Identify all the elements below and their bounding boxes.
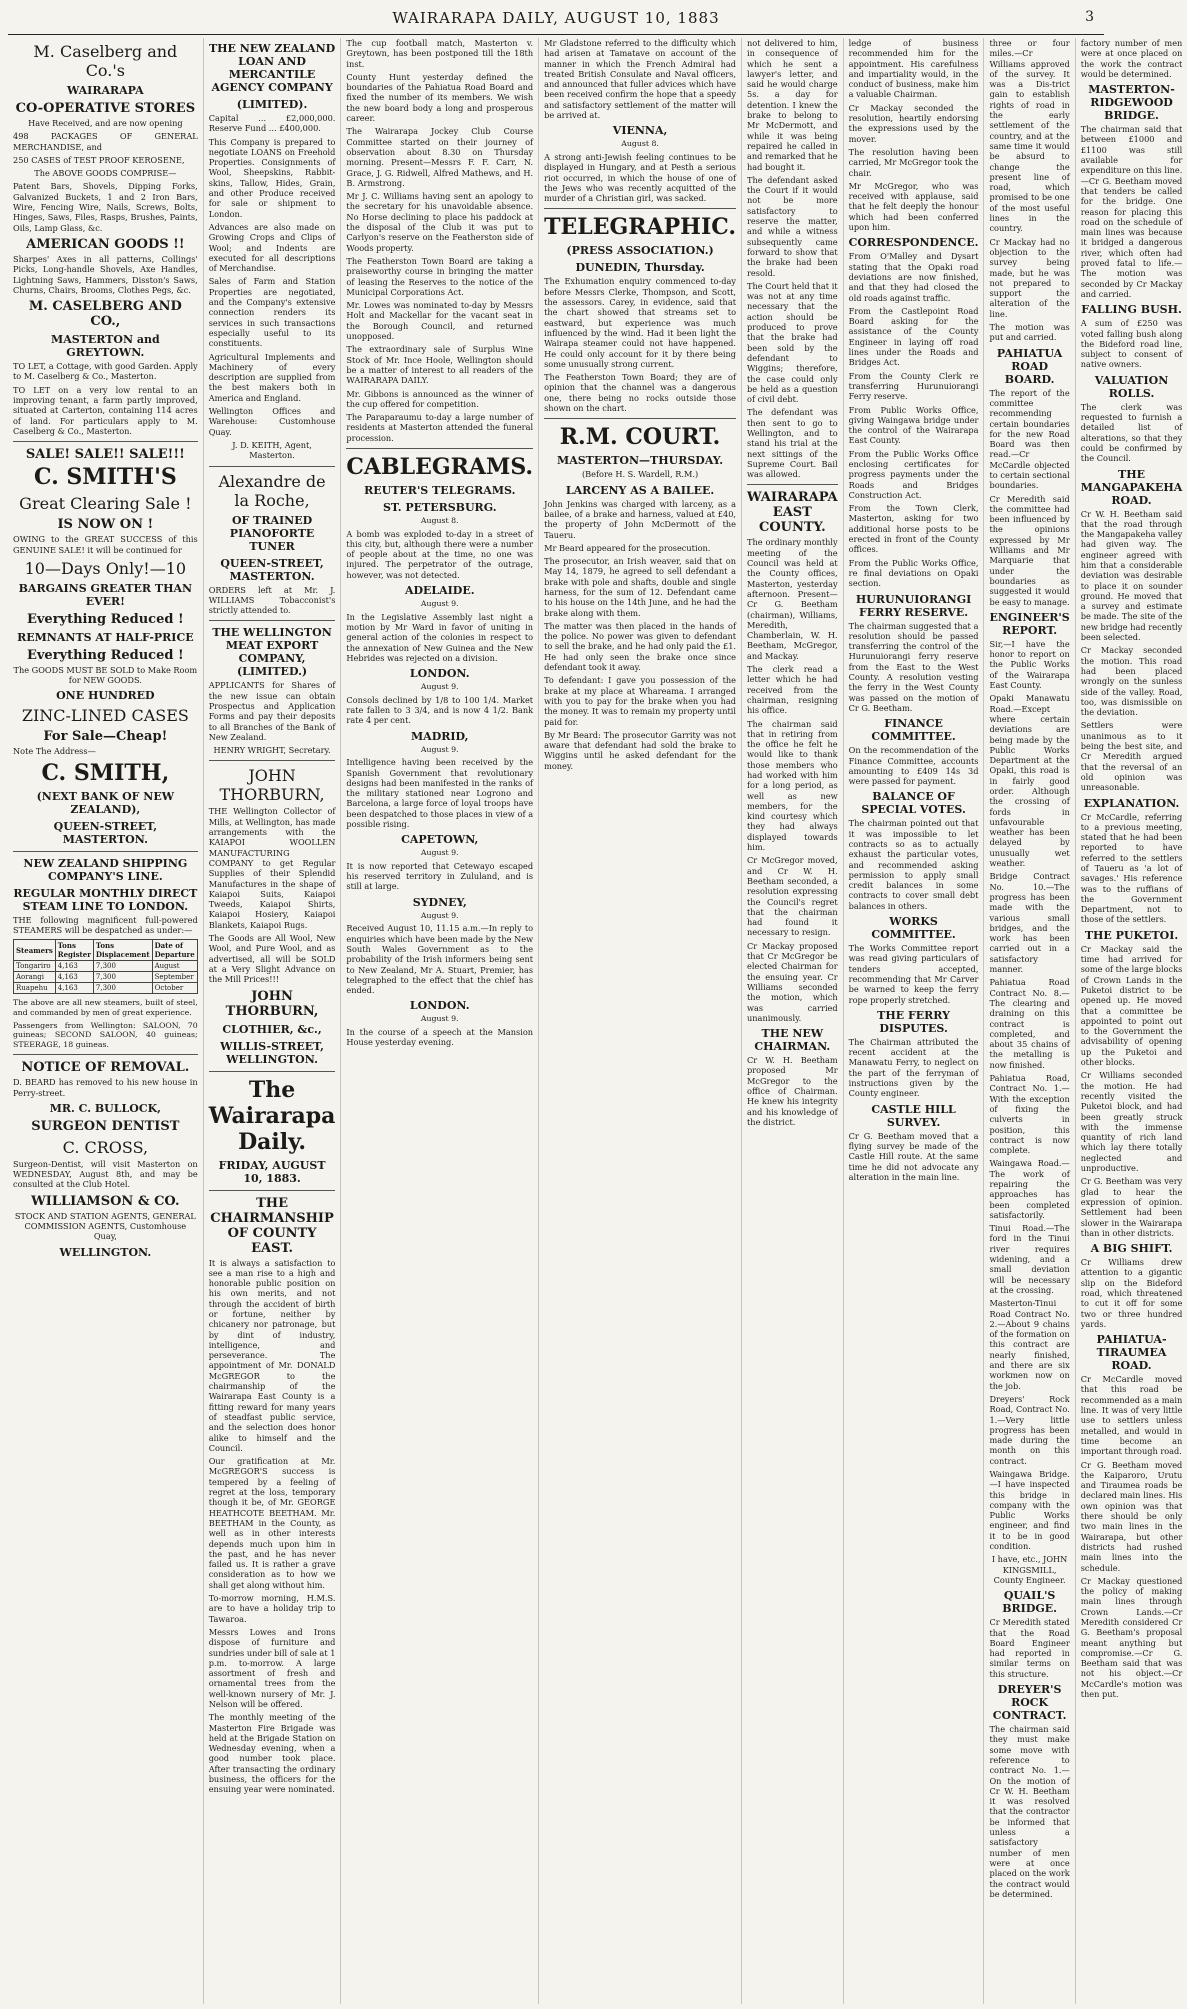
ad-subheading: IS NOW ON ! [57, 517, 154, 533]
subsection-heading: THE FERRY DISPUTES. [877, 1008, 950, 1035]
ad-heading: JOHN THORBURN, [219, 766, 325, 805]
article-paragraph: Mr. Gibbons is announced as the winner of the cup offered for competition. [346, 388, 534, 409]
divider [209, 620, 336, 621]
section-note: (Before H. S. Wardell, R.M.) [581, 469, 699, 480]
article-paragraph: It is now reported that Cetewayo escaped his reserved territory in Zululand, and is still at large. [346, 860, 534, 892]
table-cell: 4,163 [55, 972, 93, 983]
ad-subheading: WILLIS-STREET, WELLINGTON. [220, 1039, 324, 1066]
article-paragraph: Pahiatua Road Contract No. 8.—The clearing and draining on this contract is completed, and about 35 chains of the metalling is now finished. [989, 977, 1070, 1070]
article-paragraph: The Featherston Town Board are taking a praiseworthy course in bringing the matter of leasing the Reserves to the notice of the Municipal Corporations Act. [346, 255, 534, 297]
table-header: Tons Displacement [93, 940, 152, 961]
dateline-date: August 9. [420, 744, 459, 754]
ad-subheading: BARGAINS GREATER THAN EVER! [18, 581, 193, 608]
divider [346, 448, 533, 449]
article-paragraph: The Paraparaumu to-day a large number of residents at Masterton attended the funeral procession. [346, 412, 534, 443]
dateline-city: CAPETOWN, [401, 833, 479, 847]
table-cell: August [152, 961, 197, 972]
article-paragraph: The cup football match, Masterton v. Greytown, has been postponed till the 18th inst. [346, 38, 534, 69]
article-paragraph: Mr McGregor, who was received with applause, said that he felt deeply the honour which had been conferred upon him. [848, 180, 979, 233]
dateline-city: MADRID, [411, 729, 469, 743]
article-paragraph: The chairman suggested that a resolution should be passed transferring the control of the Hurunuiorangi ferry reserve from the East to the West County. A resolution vesting the ferry in the West County was passed on the motion of Cr G. Beetham. [848, 620, 979, 713]
article-paragraph: Cr G. Beetham was very glad to hear the expression of opinion. Settlement had been slower in the Wairarapa than in other districts. [1080, 1176, 1183, 1238]
article-paragraph: The chairman said they must make some move with reference to contract No. 1.—On the motion of Cr W. H. Beetham it was resolved that the contractor be informed that unless a satisfactory number of men were at once placed on the work the contract would be determined. [989, 1724, 1070, 1899]
ad-text: 250 CASES of TEST PROOF KEROSENE, [13, 154, 185, 165]
ad-heading: M. CASELBERG AND CO., [28, 299, 182, 330]
article-paragraph: Settlers were unanimous as to it being the best site, and Cr Meredith argued that the reversal of an old opinion was unreasonable. [1080, 720, 1183, 793]
article-paragraph: Cr Meredith stated that the Road Board Engineer had reported in similar terms on this structure. [989, 1617, 1070, 1679]
ad-text: TO LET, a Cottage, with good Garden. Apply to M. Caselberg & Co., Masterton. [13, 361, 198, 382]
ad-text: Patent Bars, Shovels, Dipping Forks, Galvanized Buckets, 1 and 2 Iron Bars, Wire, Fencing Wire, Nails, Screws, Bolts, Hinges, Saws, Files, Rasps, Brushes, Paints, Oils, Lamp Glass, &c. [13, 181, 198, 233]
table-cell: 4,163 [55, 983, 93, 994]
ad-heading: NEW ZEALAND SHIPPING COMPANY'S LINE. [23, 856, 188, 883]
divider [209, 466, 336, 467]
article-paragraph: The resolution having been carried, Mr McGregor took the chair. [848, 146, 979, 178]
article-paragraph: Waingawa Road.—The work of repairing the approaches has been completed satisfactorily. [989, 1158, 1070, 1220]
article-paragraph: It is always a satisfaction to see a man rise to a high and honorable public position on his own merits, and not through the accident of birth or fortune, neither by chicanery nor patronage, but by dint of industry, intelligence, and perseverance. The appointment of Mr. DONALD McGREGOR to the chairmanship of the Wairarapa East County is a fitting reward for many years of steadfast public service, and the selection does honor alike to himself and the Council. [208, 1257, 336, 1453]
newspaper-nameplate: The Wairarapa Daily. [208, 1076, 336, 1155]
subsection-heading: BALANCE OF SPECIAL VOTES. [861, 790, 966, 817]
subsection-heading: FINANCE COMMITTEE. [871, 717, 956, 744]
section-heading: CABLEGRAMS. [346, 453, 534, 480]
article-paragraph: A bomb was exploded to-day in a street of this city, but, although there were a number of people about at the time, no one was injured. The perpetrator of the outrage, however, was not detected. [346, 528, 534, 580]
article-paragraph: Cr G. Beetham moved the Kaiparoro, Urutu and Tiraumea roads be declared main lines. His own opinion was that there should be only two main lines in the Wairarapa, but other districts had rushed main lines into the schedule. [1080, 1459, 1183, 1573]
page-title: WAIRARAPA DAILY, AUGUST 10, 1883 [392, 9, 720, 27]
dateline-date: August 8. [621, 139, 659, 149]
ad-text: STOCK AND STATION AGENTS, GENERAL COMMISSION AGENTS, Customhouse Quay, [14, 1210, 196, 1242]
article-paragraph: Tinui Road.—The ford in the Tinui river requires widening, and a small deviation will be necessary at the crossing. [989, 1223, 1070, 1295]
ad-text: ORDERS left at Mr. J. WILLIAMS Tobacconist's strictly attended to. [208, 584, 336, 616]
divider [13, 851, 198, 852]
column-3 [340, 38, 538, 2004]
subsection-heading: FALLING BUSH. [1081, 303, 1182, 317]
masthead [8, 0, 1104, 35]
article-paragraph: Masterton-Tinui Road Contract No. 2.—About 9 chains of the formation on this contract are nearly finished, and there are six workmen now on the job. [989, 1298, 1070, 1391]
article-paragraph: The chairman said that between £1000 and £1100 was still available for expenditure on this line.—Cr G. Beetham moved that tenders be called for the bridge. One reason for placing this road on the schedule of main lines was because it bridged a dangerous river, which often had proved fatal to life.—The motion was seconded by Cr Mackay and carried. [1080, 124, 1183, 299]
ad-text: This Company is prepared to negotiate LOANS on Freehold Properties. Consignments of Wool, Sheepskins, Rabbit-skins, Tallow, Hides, Grain, and other Produce received for sale or shipment to London. [208, 136, 336, 219]
divider [13, 441, 198, 442]
ad-heading: C. CROSS, [62, 1137, 149, 1157]
subsection-heading: THE MANGAPAKEHA ROAD. [1080, 467, 1183, 507]
article-paragraph: To-morrow morning, H.M.S. are to have a holiday trip to Tawaroa. [208, 1593, 336, 1624]
ad-subheading: CO-OPERATIVE STORES [15, 101, 196, 116]
section-subheading: MASTERTON—THURSDAY. [557, 454, 724, 468]
ad-text: Passengers from Wellington: SALOON, 70 guineas; SECOND SALOON, 40 guineas; STEERAGE, 18 guineas. [13, 1020, 198, 1049]
divider [13, 1054, 198, 1055]
ad-text: THE Wellington Collector of Mills, at Wellington, has made arrangements with the KAIAPOI WOOLLEN MANUFACTURING COMPANY to get Regular Supplies of their Splendid Manufactures in the shape of Kaiapoi Suits, Kaiapoi Tweeds, Kaiapoi Shirts, Kaiapoi Hosiery, Kaiapoi Blankets, Kaiapoi Rugs. [208, 806, 336, 930]
article-paragraph: The Works Committee report was read giving particulars of tenders accepted, recommending that Mr Carver be warned to keep the ferry rope properly stretched. [848, 943, 979, 1005]
article-paragraph: Mr Beard appeared for the prosecution. [544, 542, 711, 553]
article-paragraph: The Exhumation enquiry commenced to-day before Messrs Clerke, Thompson, and Scott, the assessors. Carey, in evidence, said that the chart showed that streams set to eastward, but experience was much influenced by the wind. Had it been light the Wairapa steamer could not have happened. He could only account for it by there being some unusually strong current. [544, 276, 737, 369]
divider [209, 1071, 336, 1072]
article-paragraph: The chairman pointed out that it was impossible to let contracts so as to actually exhaust the particular votes, and recommended asking permission to apply small credit balances in some contracts to cover small debt balances in others. [848, 818, 979, 911]
article-paragraph: Mr Gladstone referred to the difficulty which had arisen at Tamatave on account of the manner in which the French Admiral had treated British Consulate and Naval officers, and announced that fuller advices which have been received confirm the hope that a speedy and satisfactory settlement of the matter will be arrived at. [544, 38, 737, 121]
subsection-heading: DREYER'S ROCK CONTRACT. [992, 1683, 1067, 1723]
article-paragraph: Opaki Manawatu Road.—Except where certain deviations are being made by the Public Works Department at the Opaki, this road is in fairly good order. Although the crossing of fords in unfavourable weather has been delayed by unusually wet weather. [989, 693, 1070, 869]
article-paragraph: Cr Mackay said the time had arrived for some of the large blocks of Crown Lands in the Puketoi district to be opened up. He moved that a committee be appointed to point out to the Government the advisability of opening up the Puketoi and other blocks. [1080, 943, 1183, 1068]
article-paragraph: The Featherston Town Board; they are of opinion that the channel was a dangerous one, there being no rocks outside those shown on the chart. [544, 372, 737, 414]
section-subheading: (PRESS ASSOCIATION.) [566, 244, 714, 258]
ad-heading: Alexandre de la Roche, [218, 471, 326, 510]
article-paragraph: From the Town Clerk, Masterton, asking for two additional horse posts to be erected in front of the County offices. [848, 503, 979, 555]
section-heading: TELEGRAPHIC. [544, 214, 737, 241]
ad-subheading: (LIMITED). [236, 98, 308, 111]
ad-text: Wellington Offices and Warehouse: Customhouse Quay. [208, 406, 336, 437]
table-row [14, 972, 198, 983]
article-paragraph: From Public Works Office, giving Waingawa bridge under the control of the Wairarapa East County. [848, 404, 979, 446]
article-paragraph: John Jenkins was charged with larceny, as a bailee, of a brake and harness, valued at £40, the property of John McDermott of the Taueru. [544, 498, 737, 540]
article-paragraph: The prosecutor, an Irish weaver, said that on May 14, 1879, he agreed to sell defendant a brake with pole and shafts, double and single harness, for the sum of 12. Defendant came to his house on the 14th June, and he had the brake along with them. [544, 556, 737, 618]
subsection-heading: CASTLE HILL SURVEY. [871, 1102, 956, 1129]
article-paragraph: Sir,—I have the honor to report on the Public Works of the Wairarapa East County. [989, 638, 1070, 691]
ad-text: The Goods are All Wool, New Wool, and Pure Wool, and as advertised, all will be SOLD at a Very Slight Advance on the Mill Prices!!! [208, 933, 336, 985]
table-cell: 4,163 [55, 961, 93, 972]
article-paragraph: To defendant: I gave you possession of the brake at my place at Whareama. I arranged with you to pay for the brake when you had the money. It was to remain my property until paid for. [544, 675, 737, 727]
ad-subheading: REMNANTS AT HALF-PRICE [17, 630, 194, 644]
ad-subheading: QUEEN-STREET, MASTERTON. [220, 556, 324, 583]
subsection-heading: THE NEW CHAIRMAN. [754, 1027, 831, 1054]
table-cell: Tongariro [14, 961, 56, 972]
article-paragraph: Cr Mackay had no objection to the survey being made, but he was not prepared to support the alteration of the line. [989, 236, 1070, 319]
article-paragraph: Pahiatua Road, Contract No. 1.—With the exception of fixing the culverts in position, this contract is now complete. [989, 1073, 1070, 1156]
column-5 [741, 38, 843, 2004]
dateline-city: SYDNEY, [412, 895, 467, 909]
article-paragraph: Bridge Contract No. 10.—The progress has been made with the various small bridges, and the work has been carried out in a satisfactory manner. [989, 871, 1070, 975]
page-number: 3 [1085, 9, 1094, 25]
table-cell: 7,300 [93, 972, 152, 983]
subsection-heading: WORKS COMMITTEE. [871, 915, 956, 942]
column-2 [203, 38, 341, 2004]
article-paragraph: The Chairman attributed the recent accident at the Manawatu Ferry, to neglect on the part of the ferryman of instructions given by the County engineer. [848, 1036, 979, 1099]
dateline-date: August 9. [420, 1014, 459, 1024]
subsection-heading: CORRESPONDENCE. [848, 236, 979, 250]
article-paragraph: Cr McCardle moved that this road be recommended as a main line. It was of very little use to settlers unless metalled, and would in time become an important through road. [1080, 1374, 1183, 1457]
ad-text: TO LET on a very low rental to an improving tenant, a farm partly improved, situated at Carterton, containing 114 acres of land. For particulars apply to M. Caselberg & Co., Masterton. [13, 384, 198, 436]
column-4 [538, 38, 741, 2004]
subsection-heading: A BIG SHIFT. [1090, 1242, 1173, 1256]
dateline-city: LONDON. [409, 667, 470, 681]
table-header: Tons Register [55, 940, 93, 961]
article-paragraph: Cr Mackay seconded the motion. This road had been placed wrongly on the sunless side of the valley. Road, too, was dismissible on the deviation. [1080, 645, 1183, 718]
ad-heading: JOHN THORBURN, [225, 988, 319, 1019]
ad-heading: M. Caselberg and Co.'s [33, 42, 178, 80]
dateline-city: ST. PETERSBURG. [382, 500, 497, 514]
dateline-date: August 9. [420, 682, 459, 692]
ad-text: 498 PACKAGES OF GENERAL MERCHANDISE, and [13, 131, 198, 152]
subsection-heading: QUAIL'S BRIDGE. [1002, 1589, 1057, 1616]
table-cell: Aorangi [14, 972, 56, 983]
article-paragraph: Cr Meredith said the committee had been influenced by the opinions expressed by Mr Williams and Mr Marquarie that under the boundaries as suggested it would be easy to manage. [989, 493, 1070, 607]
article-paragraph: From the Public Works Office, re final deviations on Opaki section. [848, 557, 979, 589]
article-paragraph: By Mr Beard: The prosecutor Garrity was not aware that defendant had sold the brake to Wiggins until he asked defendant for the money. [544, 729, 737, 771]
ad-heading: THE NEW ZEALAND LOAN AND MERCANTILE AGENCY COMPANY [208, 42, 336, 94]
article-paragraph: Cr Williams drew attention to a gigantic slip on the Bideford road, which threatened to cut it off for some two or three hundred yards. [1080, 1257, 1183, 1329]
section-heading: WAIRARAPA EAST COUNTY. [747, 490, 838, 536]
ad-subheading: REGULAR MONTHLY DIRECT STEAM LINE TO LONDON. [13, 886, 198, 913]
article-paragraph: The monthly meeting of the Masterton Fire Brigade was held at the Brigade Station on Wednesday evening, when a good number took place. After transacting the ordinary business, the officers for the ensuing year were nominated. [208, 1712, 336, 1795]
ad-text: Capital ... £2,000,000. Reserve Fund ... £400,000. [208, 113, 336, 134]
article-paragraph: Cr Mackay proposed that Cr McGregor be elected Chairman for the ensuing year. Cr Williams seconded the motion, which was carried unanimously. [747, 940, 838, 1023]
dateline-city: VIENNA, [612, 124, 668, 138]
article-paragraph: Cr Mackay questioned the policy of making main lines through Crown Lands.—Cr Meredith considered Cr G. Beetham's proposal meant anything but compromise.—Cr G. Beetham said that was not his object.—Cr McCardle's motion was then put. [1080, 1575, 1183, 1700]
subsection-heading: ENGINEER'S REPORT. [989, 610, 1070, 637]
ad-text: The above are all new steamers, built of steel, and commanded by men of great experience. [13, 998, 198, 1017]
dateline-city: LONDON. [409, 999, 470, 1013]
article-paragraph: Cr McCardle, referring to a previous meeting, stated that he had been reported to have referred to the settlers of Taueru as 'a lot of savages.' His reference was to the ruffians of the Government Department, not to those of the settlers. [1080, 811, 1183, 925]
ad-heading: C. SMITH, [41, 759, 170, 786]
column-8 [1075, 38, 1187, 2004]
subsection-heading: HURUNUIORANGI FERRY RESERVE. [855, 592, 972, 619]
subsection-heading: PAHIATUA ROAD BOARD. [996, 346, 1063, 386]
dateline-date: August 9. [420, 910, 459, 920]
ad-heading: WILLIAMSON & CO. [31, 1193, 180, 1209]
divider [209, 760, 336, 761]
table-cell: 7,300 [93, 961, 152, 972]
article-paragraph: In the course of a speech at the Mansion House yesterday evening. [346, 1027, 534, 1048]
ad-subheading: OF TRAINED PIANOFORTE TUNER [229, 513, 315, 553]
ad-text: Agricultural Implements and Machinery of every description are supplied from the best makers both in America and England. [208, 351, 336, 403]
ad-heading: THE WELLINGTON MEAT EXPORT COMPANY, (LIMITED.) [212, 626, 332, 679]
ad-heading: ZINC-LINED CASES [21, 706, 189, 726]
article-paragraph: The chairman said that in retiring from the office he felt he would like to thank those members who had worked with him for a long period, as well as new members, for the kind courtesy which they had always displayed towards him. [747, 718, 838, 853]
subsection-heading: PAHIATUA-TIRAUMEA ROAD. [1096, 1333, 1167, 1373]
table-cell: October [152, 983, 197, 994]
article-paragraph: From the Castlepoint Road Board asking for the assistance of the County Engineer in laying off road lines under the Roads and Bridges Act. [848, 305, 979, 368]
editorial-heading: THE CHAIRMANSHIP OF COUNTY EAST. [210, 1195, 334, 1256]
case-heading: LARCENY AS A BAILEE. [565, 483, 715, 497]
divider [544, 208, 736, 209]
ad-heading: C. SMITH'S [33, 464, 177, 491]
subsection-heading: MASTERTON-RIDGEWOOD BRIDGE. [1088, 83, 1175, 123]
ad-subheading: QUEEN-STREET, MASTERTON. [53, 819, 158, 846]
article-paragraph: The clerk read a letter which he had received from the chairman, resigning his office. [747, 664, 838, 716]
subsection-heading: VALUATION ROLLS. [1094, 373, 1169, 400]
ad-text: Sales of Farm and Station Properties are negotiated, and the Company's extensive connection renders its services in such transactions especially useful to its constituents. [208, 276, 336, 349]
article-paragraph: The matter was then placed in the hands of the police. No power was given to defendant to sell the brake, and he had only paid the £1. He had only seen the brake once since defendant took it away. [544, 620, 737, 673]
article-paragraph: Cr W. H. Beetham proposed Mr McGregor to the office of Chairman. He knew his integrity and his knowledge of the district. [747, 1055, 838, 1127]
subsection-heading: EXPLANATION. [1083, 796, 1180, 810]
article-paragraph: Cr G. Beetham moved that a flying survey be made of the Castle Hill route. At the same time he did not advocate any alteration in the main line. [848, 1130, 979, 1182]
article-paragraph: From the County Clerk re transferring Hurunuiorangi Ferry reserve. [848, 370, 979, 402]
ad-text: Sharpes' Axes in all patterns, Collings' Picks, Long-handle Shovels, Axe Handles, Lightning Saws, Hammers, Disston's Saws, Churns, Chairs, Brooms, Clothes Pegs, &c. [13, 253, 198, 295]
dateline-date: August 9. [420, 599, 459, 609]
article-paragraph: The defendant was then sent to go to Wellington, and to stand his trial at the next sittings of the Supreme Court. Bail was allowed. [747, 407, 838, 480]
article-paragraph: Intelligence having been received by the Spanish Government that revolutionary designs had been manifested in the ranks of the military stationed near Logrono and Barcelona, a large force of loyal troops have been despatched to those places in view of a possible rising. [346, 757, 534, 829]
article-paragraph: Mr. Lowes was nominated to-day by Messrs Holt and Mackellar for the vacant seat in the Borough Council, and returned unopposed. [346, 300, 534, 342]
article-paragraph: The ordinary monthly meeting of the Council was held at the County offices, Masterton, yesterday afternoon. Present—Cr G. Beetham (chairman), Williams, Meredith, Chamberlain, W. H. Beetham, McGregor, and Mackay. [747, 537, 838, 661]
ad-signature: J. D. KEITH, Agent, Masterton. [232, 439, 312, 461]
dateline-date: August 8. [420, 515, 459, 525]
table-cell: 7,300 [93, 983, 152, 994]
dateline-date: August 9. [420, 848, 459, 858]
ad-text: THE following magnificent full-powered STEAMERS will be despatched as under:— [13, 914, 198, 936]
ad-text: D. BEARD has removed to his new house in Perry-street. [13, 1077, 198, 1098]
ad-subheading: CLOTHIER, &c., [222, 1022, 322, 1036]
article-paragraph: A sum of £250 was voted falling bush along the Bideford road line, subject to consent of native owners. [1080, 318, 1183, 370]
article-paragraph: The Wairarapa Jockey Club Course Committee started on their journey of observation about 8.30 on Thursday morning. Present—Messrs F. F. Carr, N. Grace, J. G. Ridwell, Alfred Mathews, and H. B. Armstrong. [346, 126, 534, 188]
article-paragraph: Our gratification at Mr. McGREGOR'S success is tempered by a feeling of regret at the loss, temporary though it be, of Mr. GEORGE HEATHCOTE BEETHAM. Mr. BEETHAM in the County, as well as in other interests depends much upon him in the past, and he has never failed us. It is rather a grave consideration as to how we shall get along without him. [208, 1456, 336, 1590]
article-paragraph: Cr Williams seconded the motion. He had recently visited the Puketoi block, and had been greatly struck with the immense quantity of rich land which lay there totally neglected and unproductive. [1080, 1070, 1183, 1174]
ad-subheading: Everything Reduced ! [26, 647, 184, 663]
report-signature: I have, etc., JOHN KINGSMILL, County Engineer. [991, 1554, 1068, 1585]
table-cell: September [152, 972, 197, 983]
subsection-heading: THE PUKETOI. [1084, 928, 1179, 942]
ad-text: Have Received, and are now opening [28, 118, 183, 128]
ad-heading: 10—Days Only!—10 [24, 558, 187, 578]
section-subheading: REUTER'S TELEGRAMS. [364, 483, 516, 497]
article-paragraph: Dreyers' Rock Road, Contract No. 1.—Very little progress has been made during the month on this contract. [989, 1393, 1070, 1466]
ad-subheading: Everything Reduced ! [26, 611, 184, 627]
divider [209, 1190, 336, 1191]
article-paragraph: The motion was put and carried. [989, 322, 1070, 343]
sale-banner: SALE! SALE!! SALE!!! [25, 447, 185, 463]
ad-subheading: For Sale—Cheap! [43, 729, 168, 745]
article-paragraph: A strong anti-Jewish feeling continues to be displayed in Hungary, and at Pesth a serious riot occurred, in which the house of one of the Jews who was recently acquitted of the murder of a Christian girl, was sacked. [544, 151, 737, 204]
ad-text: The ABOVE GOODS COMPRISE— [34, 168, 177, 179]
table-row [14, 983, 198, 994]
ad-subheading: (NEXT BANK OF NEW ZEALAND), [36, 789, 175, 816]
divider [747, 484, 838, 485]
article-paragraph: In the Legislative Assembly last night a motion by Mr Ward in favor of uniting in general action of the colonies in respect to the annexation of New Guinea and the New Hebrides was rejected on a division. [346, 611, 534, 663]
article-paragraph: From the Public Works Office enclosing certificates for progress payments under the Roads and Bridges Construction Act. [848, 448, 979, 500]
issue-date: FRIDAY, AUGUST 10, 1883. [218, 1158, 326, 1185]
divider [544, 418, 736, 419]
article-paragraph: From O'Malley and Dysart stating that the Opaki road deviations are now finished, and that they had closed the old roads against traffic. [848, 251, 979, 303]
article-paragraph: Waingawa Bridge.—I have inspected this bridge in company with the Public Works engineer, and find it to be in good condition. [989, 1469, 1070, 1552]
article-paragraph: County Hunt yesterday defined the boundaries of the Pahiatua Road Board and fixed the number of its members. We wish the new board body a long and prosperous career. [346, 71, 534, 124]
article-paragraph: The clerk was requested to furnish a detailed list of alterations, so that they could be confirmed by the Council. [1080, 401, 1183, 464]
article-paragraph: three or four miles.—Cr Williams approved of the survey. It was a Dis-trict gain to establish rights of road in the early settlement of the country, and at the same time it would be absurd to change the present line of road, which promised to be one of the most useful lines in the country. [989, 38, 1070, 234]
ad-heading: MR. C. BULLOCK, [49, 1101, 161, 1115]
article-paragraph: The report of the committee recommending certain boundaries for the new Road Board was then read.—Cr McCardle objected to certain sectional boundaries. [989, 387, 1070, 491]
article-paragraph: Consols declined by 1/8 to 100 1/4. Market rate fallen to 3 3/4, and is now 4 1/2. Bank rate 4 per cent. [346, 694, 534, 726]
article-paragraph: Cr W. H. Beetham said that the road through the Mangapakeha valley had given way. The engineer agreed with him that a considerable deviation was desirable to place it on sounder ground. He moved that a survey and estimate be made. The site of the new bridge had recently been selected. [1080, 508, 1183, 643]
ad-text: Advances are also made on Growing Crops and Clips of Wool; and Indents are executed for all descriptions of Merchandise. [208, 221, 336, 274]
column-7 [983, 38, 1074, 2004]
ad-signature: HENRY WRIGHT, Secretary. [213, 745, 331, 756]
table-cell: Ruapehu [14, 983, 56, 994]
ad-text: APPLICANTS for Shares of the new issue can obtain Prospectus and Application Forms and pay their deposits to all Branches of the Bank of New Zealand. [208, 680, 336, 742]
article-paragraph: Received August 10, 11.15 a.m.—In reply to enquiries which have been made by the New South Wales Government as to the probability of the Irish informers being sent to New Zealand, Mr A. Stuart, Premier, has telegraphed to the effect that the chief has ended. [346, 923, 534, 996]
ad-subheading: SURGEON DENTIST [31, 1118, 180, 1134]
article-paragraph: The defendant asked the Court if it would not be more satisfactory to reserve the matter, and while a witness subsequently came forward to show that the brake had been resold. [747, 174, 838, 278]
ad-text: The GOODS MUST BE SOLD to Make Room for NEW GOODS. [13, 664, 198, 686]
ad-heading: Great Clearing Sale ! [19, 494, 192, 514]
ad-subheading: WAIRARAPA [66, 84, 144, 97]
ad-subheading: ONE HUNDRED [56, 689, 155, 703]
column-1 [8, 38, 203, 2004]
article-paragraph: not delivered to him, in consequence of which he sent a lawyer's letter, and said he would charge 5s. a day for detention. I knew the brake to belong to Mr McDermott, and while it was being repaired he called in and remarked that he had bought it. [747, 38, 838, 172]
dateline-city: ADELAIDE. [404, 584, 475, 598]
article-paragraph: Cr McGregor moved, and Cr W. H. Beetham seconded, a resolution expressing the Council's regret that the chairman had found it necessary to resign. [747, 855, 838, 938]
ad-heading: NOTICE OF REMOVAL. [21, 1060, 190, 1076]
article-paragraph: On the recommendation of the Finance Committee, accounts amounting to £409 14s 3d were passed for payment. [848, 745, 979, 787]
columns [8, 38, 1183, 2004]
article-paragraph: Cr Mackay seconded the resolution, heartily endorsing the expressions used by the mover. [848, 102, 979, 144]
table-header: Date of Departure [152, 940, 197, 961]
column-6 [843, 38, 984, 2004]
table-row [14, 961, 198, 972]
article-paragraph: ledge of business recommended him for the appointment. His carefulness and impartiality would, in the conduct of business, make him a valuable Chairman. [848, 38, 979, 100]
ad-text: Surgeon-Dentist, will visit Masterton on WEDNESDAY, August 8th, and may be consulted at the Club Hotel. [13, 1158, 198, 1190]
article-paragraph: Messrs Lowes and Irons dispose of furniture and sundries under bill of sale at 1 p.m. to-morrow. A large assortment of fresh and ornamental trees from the well-known nursery of Mr. J. Nelson will be offered. [208, 1626, 336, 1709]
article-paragraph: The Court held that it was not at any time necessary that the action should be produced to prove that the brake had been sold by the defendant to Wiggins; therefore, the case could only be held as a question of civil debt. [747, 280, 838, 405]
ad-text: Note The Address— [13, 746, 96, 757]
article-paragraph: factory number of men were at once placed on the work the contract would be determined. [1080, 38, 1183, 79]
section-heading: R.M. COURT. [559, 424, 721, 451]
ad-subheading: WELLINGTON. [59, 1245, 152, 1259]
table-header: Steamers [14, 940, 56, 961]
article-paragraph: Mr J. C. Williams having sent an apology to the secretary for his unavoidable absence. No Horse declining to place his paddock at the disposal of the Club it was put to Carlyon's reserve on the Featherston side of Woods property. [346, 191, 534, 253]
dateline-city: DUNEDIN, Thursday. [575, 261, 705, 275]
steamer-table [13, 939, 198, 994]
article-paragraph: The extraordinary sale of Surplus Wine Stock of Mr. Ince Hoole, Wellington should be a matter of interest to all readers of the WAIRARAPA DAILY. [346, 344, 534, 386]
ad-subheading: MASTERTON and GREYTOWN. [51, 333, 160, 360]
ad-text: OWING to the GREAT SUCCESS of this GENUINE SALE! it will be continued for [13, 534, 198, 555]
ad-heading: AMERICAN GOODS !! [26, 236, 185, 252]
